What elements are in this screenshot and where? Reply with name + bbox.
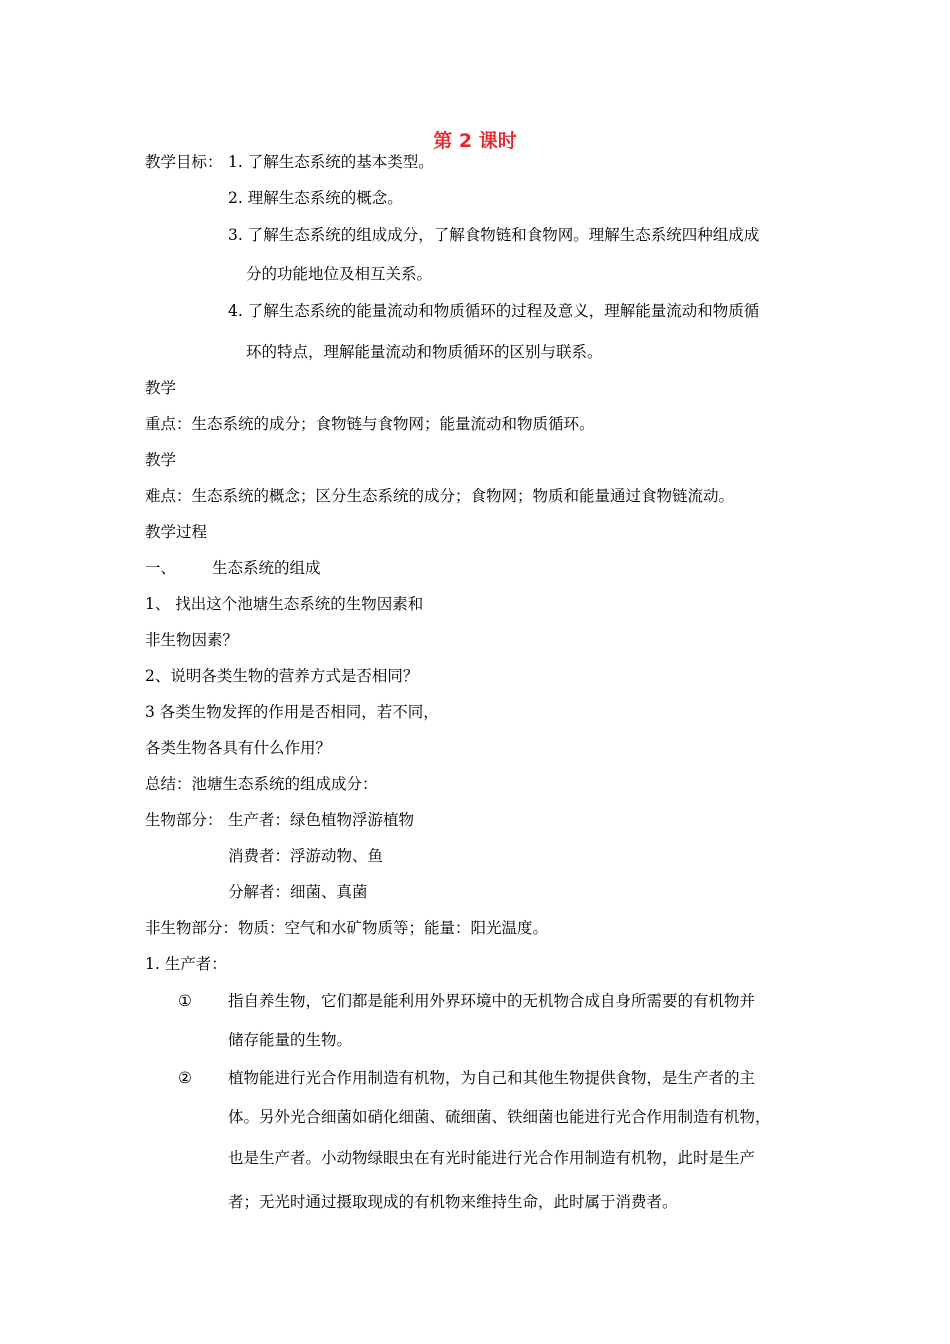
item-2-line-2: 体。另外光合细菌如硝化细菌、硫细菌、铁细菌也能进行光合作用制造有机物，	[228, 1108, 771, 1126]
biotic-label: 生物部分：	[145, 811, 223, 829]
question-1: 1、 找出这个池塘生态系统的生物因素和	[145, 595, 424, 613]
page-title: 第 2 课时	[433, 130, 517, 152]
section-title: 生态系统的组成	[212, 559, 321, 577]
item-1-line-2: 储存能量的生物。	[228, 1031, 353, 1049]
item-marker-2: ②	[178, 1069, 192, 1087]
abiotic-line: 非生物部分：物质：空气和水矿物质等；能量：阳光温度。	[145, 919, 549, 937]
objective-3-cont: 分的功能地位及相互关系。	[246, 265, 433, 283]
question-1-cont: 非生物因素？	[145, 631, 239, 649]
key-label: 教学	[145, 379, 177, 397]
process-heading: 教学过程	[145, 523, 208, 541]
difficulty-label: 教学	[145, 451, 177, 469]
key-points: 重点：生态系统的成分；食物链与食物网；能量流动和物质循环。	[145, 415, 595, 433]
objective-1: 1. 了解生态系统的基本类型。	[228, 153, 434, 171]
decomposer-line: 分解者：细菌、真菌	[228, 883, 368, 901]
consumer-line: 消费者：浮游动物、鱼	[228, 847, 384, 865]
producer-heading: 1. 生产者：	[145, 955, 227, 973]
question-3: 3 各类生物发挥的作用是否相同，若不同，	[145, 703, 439, 721]
objectives-label: 教学目标：	[145, 153, 223, 171]
objective-4-cont: 环的特点，理解能量流动和物质循环的区别与联系。	[246, 343, 603, 361]
objective-2: 2. 理解生态系统的概念。	[228, 189, 403, 207]
objective-4: 4. 了解生态系统的能量流动和物质循环的过程及意义，理解能量流动和物质循	[228, 302, 760, 320]
item-1-line-1: 指自养生物，它们都是能利用外界环境中的无机物合成自身所需要的有机物并	[228, 992, 756, 1010]
difficulty-points: 难点：生态系统的概念；区分生态系统的成分；食物网；物质和能量通过食物链流动。	[145, 487, 735, 505]
item-2-line-4: 者；无光时通过摄取现成的有机物来维持生命，此时属于消费者。	[228, 1193, 678, 1211]
objective-3: 3. 了解生态系统的组成成分，了解食物链和食物网。理解生态系统四种组成成	[228, 226, 760, 244]
item-2-line-3: 也是生产者。小动物绿眼虫在有光时能进行光合作用制造有机物，此时是生产	[228, 1149, 756, 1167]
producer-line: 生产者：绿色植物浮游植物	[228, 811, 415, 829]
item-2-line-1: 植物能进行光合作用制造有机物，为自己和其他生物提供食物，是生产者的主	[228, 1069, 756, 1087]
section-number: 一、	[145, 559, 177, 577]
question-3-cont: 各类生物各具有什么作用？	[145, 739, 332, 757]
summary: 总结：池塘生态系统的组成成分：	[145, 775, 378, 793]
question-2: 2、说明各类生物的营养方式是否相同？	[145, 667, 419, 685]
item-marker-1: ①	[178, 992, 192, 1010]
